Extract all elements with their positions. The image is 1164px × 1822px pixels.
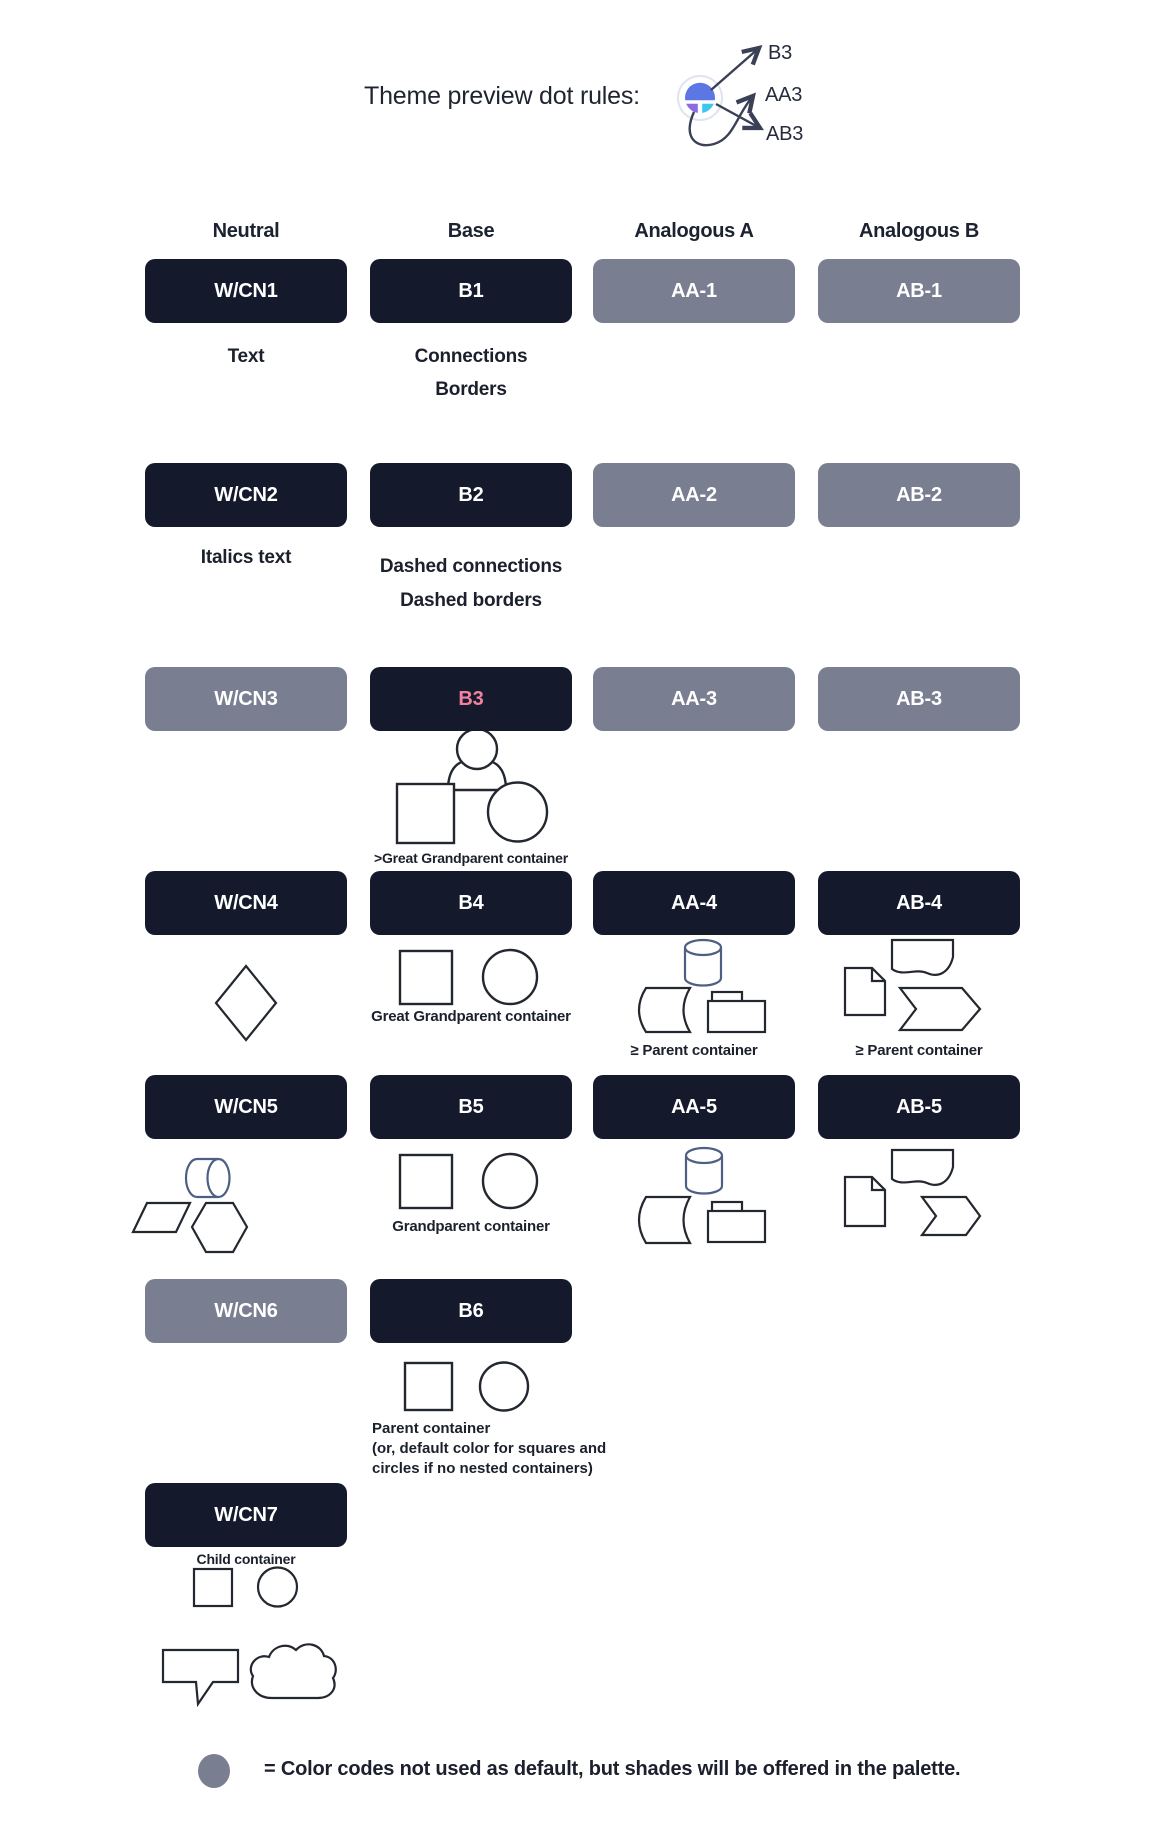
caption-b3: >Great Grandparent container [374, 850, 568, 866]
aa5-shapes [639, 1148, 765, 1243]
caption-b6-line1: Parent container [372, 1420, 491, 1437]
parallelogram-shape [133, 1203, 190, 1232]
swatch-aa5[interactable]: AA-5 [593, 1075, 795, 1139]
legend-text: = Color codes not used as default, but shades will be offered in the palette. [264, 1758, 961, 1780]
swatch-wcn4[interactable]: W/CN4 [145, 871, 347, 935]
swatch-ab4[interactable]: AB-4 [818, 871, 1020, 935]
swatch-b4[interactable]: B4 [370, 871, 572, 935]
folder-shape [708, 1202, 765, 1242]
square-shape [397, 784, 454, 843]
swatch-wcn5[interactable]: W/CN5 [145, 1075, 347, 1139]
caption-b1-line1: Connections [414, 346, 528, 367]
square-shape [194, 1569, 232, 1606]
circle-shape [488, 783, 547, 842]
caption-b6-line3: circles if no nested containers) [372, 1460, 593, 1477]
swatch-wcn7[interactable]: W/CN7 [145, 1483, 347, 1547]
swatch-ab5[interactable]: AB-5 [818, 1075, 1020, 1139]
swatch-ab1[interactable]: AB-1 [818, 259, 1020, 323]
caption-b1-line2: Borders [435, 379, 507, 400]
b3-shapes [397, 729, 547, 843]
column-header-neutral: Neutral [212, 220, 280, 242]
caption-aa4: ≥ Parent container [630, 1042, 758, 1059]
square-shape [400, 1155, 452, 1208]
dot-label-ab3: AB3 [766, 123, 804, 145]
column-header-analogous-b: Analogous B [858, 220, 980, 242]
stored-data-shape [639, 1197, 690, 1243]
swatch-aa2[interactable]: AA-2 [593, 463, 795, 527]
caption-b5: Grandparent container [392, 1218, 550, 1235]
arrow-to-ab3 [716, 104, 760, 128]
swatch-b3[interactable]: B3 [370, 667, 572, 731]
speech-bubble-shape [163, 1650, 238, 1704]
stored-data-shape [639, 988, 690, 1032]
wcn7-shapes [163, 1568, 336, 1705]
horizontal-cylinder-shape [186, 1159, 230, 1197]
caption-ab4: ≥ Parent container [855, 1042, 983, 1059]
caption-b4: Great Grandparent container [371, 1008, 571, 1025]
dot-label-b3: B3 [768, 42, 793, 64]
column-header-analogous-a: Analogous A [634, 220, 754, 242]
page-shape [845, 968, 885, 1015]
wavy-document-shape [892, 1150, 953, 1185]
cylinder-shape [686, 1148, 722, 1194]
hexagon-shape [192, 1203, 247, 1252]
caption-b2-line2: Dashed borders [400, 590, 542, 611]
swatch-ab3[interactable]: AB-3 [818, 667, 1020, 731]
swatch-wcn1[interactable]: W/CN1 [145, 259, 347, 323]
page-title: Theme preview dot rules: [364, 82, 640, 110]
arrow-to-b3 [711, 48, 759, 90]
swatch-wcn3[interactable]: W/CN3 [145, 667, 347, 731]
caption-b6-line2: (or, default color for squares and [372, 1440, 607, 1457]
folder-shape [708, 992, 765, 1032]
circle-shape [480, 1363, 528, 1411]
swatch-b1[interactable]: B1 [370, 259, 572, 323]
caption-wcn7: Child container [196, 1551, 296, 1567]
ab5-shapes [845, 1150, 980, 1235]
swatch-aa3[interactable]: AA-3 [593, 667, 795, 731]
caption-wcn1: Text [227, 346, 265, 367]
caption-wcn2: Italics text [200, 547, 292, 568]
legend-color-dot [198, 1754, 230, 1788]
swatch-b2[interactable]: B2 [370, 463, 572, 527]
circle-shape [483, 1154, 537, 1208]
column-header-base: Base [447, 220, 495, 242]
caption-b6 [372, 1419, 606, 1479]
wcn5-shapes [133, 1159, 247, 1252]
diamond-shape [216, 966, 276, 1040]
swatch-aa1[interactable]: AA-1 [593, 259, 795, 323]
swatch-ab2[interactable]: AB-2 [818, 463, 1020, 527]
swatch-b5[interactable]: B5 [370, 1075, 572, 1139]
ab4-shapes [845, 940, 980, 1030]
b5-shapes [400, 1154, 537, 1208]
aa4-shapes [639, 940, 765, 1032]
wcn4-shapes [216, 966, 276, 1040]
b6-shapes [405, 1363, 528, 1411]
theme-preview-dot-icon [678, 76, 722, 120]
page-shape [845, 1177, 885, 1226]
swatch-b6[interactable]: B6 [370, 1279, 572, 1343]
person-head-shape [457, 729, 497, 769]
chevron-shape [900, 988, 980, 1030]
dot-label-aa3: AA3 [765, 84, 803, 106]
b4-shapes [400, 950, 537, 1004]
swatch-wcn2[interactable]: W/CN2 [145, 463, 347, 527]
swatch-aa4[interactable]: AA-4 [593, 871, 795, 935]
square-shape [405, 1363, 452, 1410]
swatch-wcn6[interactable]: W/CN6 [145, 1279, 347, 1343]
cylinder-shape [685, 940, 721, 986]
chevron-shape [922, 1197, 980, 1235]
square-shape [400, 951, 452, 1004]
circle-shape [483, 950, 537, 1004]
cloud-shape [251, 1644, 336, 1698]
caption-b2-line1: Dashed connections [379, 556, 563, 577]
wavy-document-shape [892, 940, 953, 975]
circle-shape [258, 1568, 297, 1607]
